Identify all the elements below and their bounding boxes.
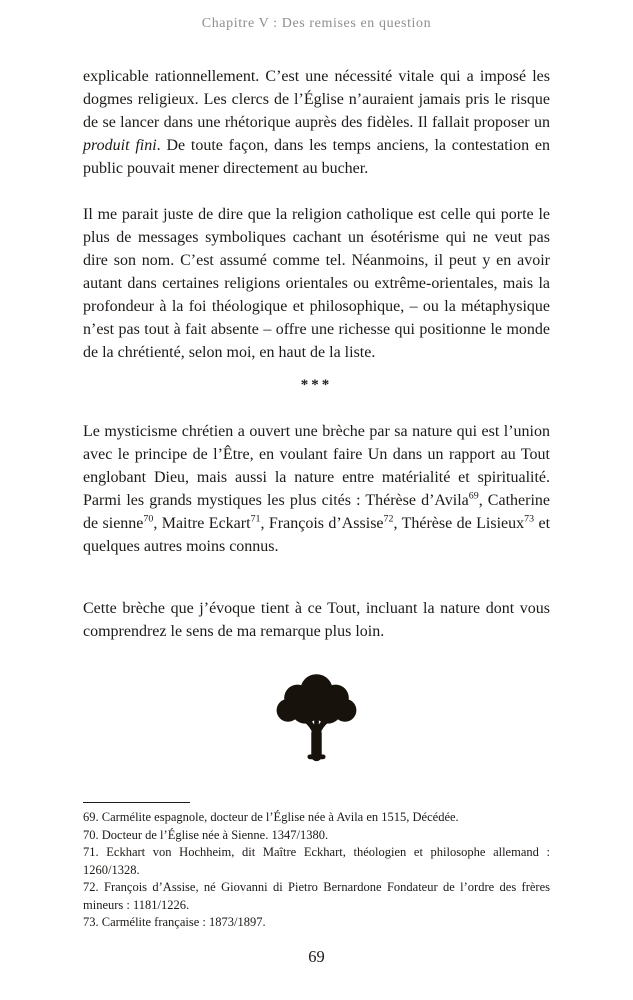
tree-icon [83, 666, 550, 766]
text-run: Le mysticisme chrétien a ouvert une brèche par sa nature qui est l’union avec le principe de l’Être, en voulant faire Un dans un rapport au Tout englobant Dieu, mais aussi la nature entre matérialité et spiritualité. Parmi les grands mystiques les plus cités : Thérèse d’Avila [83, 423, 550, 509]
text-run: , Maitre Eckart [153, 515, 251, 532]
footnote-item: 73. Carmélite française : 1873/1897. [83, 915, 266, 929]
footnote-ref: 72 [383, 513, 394, 525]
text-run: , Catherine de sienne [83, 492, 550, 532]
italic-text: produit fini [83, 137, 157, 154]
page-number: 69 [308, 946, 325, 966]
section-separator: *** [300, 377, 333, 393]
text-run: , Thérèse de Lisieux [393, 515, 525, 532]
footnote-item: 70. Docteur de l’Église née à Sienne. 1347/1380. [83, 827, 329, 842]
footnote-item: 72. François d’Assise, né Giovanni di Pietro Bernardone Fondateur de l’ordre des frères mineurs : 1181/1226. [83, 880, 550, 912]
text-run: . De toute façon, dans les temps anciens, la contestation en public pouvait mener directement au bucher. [83, 137, 551, 177]
footnote-item: 71. Eckhart von Hochheim, dit Maître Eckhart, théologien et philosophe allemand : 1260/1328. [83, 845, 550, 877]
paragraph [83, 65, 550, 180]
paragraph [83, 597, 550, 643]
text-run: explicable rationnellement. C’est une nécessité vitale qui a imposé les dogmes religieux. Les clercs de l’Église n’auraient jamais pris le risque de se lancer dans une rhétorique auprès des fidèles. Il fallait proposer un [83, 68, 550, 131]
footnote-separator [83, 802, 190, 803]
text-run: et quelques autres moins connus. [83, 515, 551, 555]
footnotes [83, 809, 550, 932]
text-run: Il me parait juste de dire que la religion catholique est celle qui porte le plus de messages symboliques cachant un ésotérisme qui ne veut pas dire son nom. C’est assumé comme tel. Néanmoins, il peut y en avoir autant dans certaines religions orientales ou extrême-orientales, mais la profondeur à la foi théologique et philosophique, – ou la métaphysique n’est pas tout à fait absente – offre une richesse qui positionne le monde de la chrétienté, selon moi, en haut de la liste. [83, 206, 550, 361]
footnote-ref: 70 [143, 513, 154, 525]
paragraph [83, 203, 550, 364]
text-run: Cette brèche que j’évoque tient à ce Tout, incluant la nature dont vous comprendrez le sens de ma remarque plus loin. [83, 600, 550, 640]
footnote-ref: 73 [524, 513, 535, 525]
footnote-item: 69. Carmélite espagnole, docteur de l’Église née à Avila en 1515, Décédée. [83, 810, 459, 824]
text-run: , François d’Assise [260, 515, 384, 532]
running-header: Chapitre V : Des remises en question [201, 16, 432, 31]
footnote-ref: 69 [468, 490, 479, 502]
page-content [83, 65, 550, 643]
footnote-ref: 71 [250, 513, 261, 525]
paragraph [83, 420, 550, 558]
